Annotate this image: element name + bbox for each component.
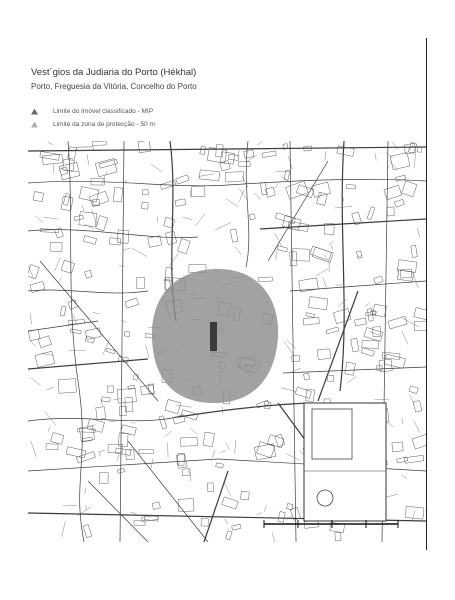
map-title: Vest´gios da Judiaria do Porto (Hékhal) <box>31 67 197 78</box>
building-outline <box>63 193 70 205</box>
parcel-line <box>414 153 416 168</box>
street-line <box>246 141 249 267</box>
building-outline <box>121 425 136 436</box>
building-outline <box>216 144 223 157</box>
parcel-line <box>392 142 398 150</box>
plaza-boundary <box>304 403 386 521</box>
building-outline <box>239 162 250 167</box>
building-outline <box>284 170 290 180</box>
street-line <box>28 459 218 471</box>
building-outline <box>384 354 406 368</box>
street-line <box>28 290 148 293</box>
building-outline <box>175 199 186 206</box>
parcel-line <box>276 171 289 172</box>
parcel-line <box>402 475 407 478</box>
building-outline <box>78 429 96 433</box>
building-outline <box>28 265 39 279</box>
parcel-line <box>284 342 293 356</box>
building-outline <box>303 373 309 380</box>
legend-swatch-protection-zone <box>31 122 38 128</box>
building-outline <box>390 153 410 170</box>
parcel-line <box>338 298 347 306</box>
parcel-line <box>35 216 43 223</box>
building-outline <box>225 171 244 182</box>
parcel-line <box>87 154 89 165</box>
parcel-line <box>132 248 148 257</box>
parcel-line <box>48 426 50 431</box>
street-line <box>88 481 148 542</box>
parcel-line <box>221 451 227 453</box>
parcel-line <box>402 331 408 345</box>
building-outline <box>70 329 81 334</box>
parcel-line <box>329 241 333 245</box>
parcel-line <box>117 455 119 461</box>
parcel-line <box>357 255 362 257</box>
building-outline <box>230 229 238 242</box>
building-outline <box>85 270 92 278</box>
street-line <box>68 141 84 542</box>
building-outline <box>83 236 96 245</box>
parcel-line <box>176 405 192 407</box>
building-outline <box>267 435 284 448</box>
building-outline <box>290 252 297 266</box>
building-outline <box>50 242 62 251</box>
building-outline <box>138 141 150 153</box>
street-line <box>340 141 344 391</box>
parcel-line <box>348 377 357 384</box>
building-outline <box>178 239 191 254</box>
building-outline <box>388 316 407 329</box>
parcel-line <box>225 442 229 449</box>
building-outline <box>99 473 108 484</box>
parcel-line <box>331 245 333 250</box>
parcel-line <box>257 141 262 145</box>
plaza-outline <box>304 403 386 521</box>
parcel-line <box>272 533 276 542</box>
building-outline <box>30 281 45 292</box>
street-line <box>204 471 228 542</box>
building-outline <box>397 457 408 463</box>
parcel-line <box>235 440 236 453</box>
building-outline <box>182 469 189 476</box>
building-outline <box>33 192 44 202</box>
parcel-line <box>215 223 231 231</box>
street-line <box>268 161 328 261</box>
building-outline <box>61 196 73 211</box>
building-outline <box>345 362 356 375</box>
cadastral-map[interactable] <box>28 141 426 542</box>
building-outline <box>191 186 205 197</box>
building-outline <box>254 444 276 460</box>
parcel-line <box>390 161 398 171</box>
parcel-line <box>239 188 247 199</box>
parcel-line <box>254 193 260 200</box>
building-outline <box>414 321 426 331</box>
building-outline <box>51 433 64 445</box>
building-outline <box>38 336 51 348</box>
building-outline <box>92 141 106 146</box>
building-outline <box>326 327 339 334</box>
parcel-line <box>151 459 153 470</box>
parcel-line <box>234 246 241 254</box>
parcel-line <box>169 253 178 266</box>
building-outline <box>306 313 315 318</box>
building-outline <box>216 463 224 468</box>
legend-label-protection-zone: Limite da zona de protecção - 50 m <box>53 121 155 128</box>
parcel-line <box>375 153 376 161</box>
building-outline <box>165 399 181 414</box>
building-outline <box>392 442 403 452</box>
building-outline <box>249 214 255 220</box>
parcel-line <box>369 332 381 336</box>
parcel-line <box>190 190 191 198</box>
building-outline <box>142 190 148 195</box>
parcel-line <box>410 395 414 405</box>
parcel-line <box>63 505 77 506</box>
parcel-line <box>48 142 53 145</box>
parcel-line <box>335 206 352 208</box>
parcel-line <box>417 228 419 238</box>
building-outline <box>68 320 84 325</box>
building-outline <box>102 397 111 402</box>
building-outline <box>317 349 330 360</box>
building-outline <box>164 217 175 228</box>
building-outline <box>152 502 160 510</box>
building-outline <box>203 432 214 446</box>
legend-item-protection-zone <box>31 119 155 130</box>
parcel-line <box>92 210 98 225</box>
building-outline <box>107 386 113 393</box>
street-line <box>28 321 98 331</box>
parcel-line <box>151 164 162 172</box>
building-outline <box>125 298 139 308</box>
building-outline <box>317 192 328 205</box>
parcel-line <box>196 213 205 226</box>
map-area[interactable] <box>28 141 426 542</box>
parcel-line <box>108 421 115 422</box>
building-outline <box>412 433 426 449</box>
parcel-line <box>93 312 100 314</box>
parcel-line <box>402 417 403 424</box>
parcel-line <box>168 443 169 458</box>
building-outline <box>159 416 167 429</box>
parcel-line <box>226 199 238 207</box>
building-outline <box>346 184 355 188</box>
parcel-line <box>323 277 327 289</box>
building-outline <box>124 332 129 337</box>
parcel-line <box>30 340 36 346</box>
street-line <box>290 281 426 291</box>
parcel-line <box>212 450 215 458</box>
legend-label-classified-property: Limite do Imóvel classificado - MIP <box>53 108 154 115</box>
parcel-line <box>100 452 101 457</box>
building-outline <box>35 351 55 367</box>
classified-monument-marker[interactable] <box>210 322 217 351</box>
parcel-line <box>62 521 66 537</box>
building-outline <box>113 187 123 202</box>
building-outline <box>355 318 367 326</box>
building-outline <box>241 491 250 500</box>
parcel-line <box>247 155 256 161</box>
parcel-line <box>31 378 41 386</box>
building-outline <box>181 437 198 446</box>
building-outline <box>387 207 395 216</box>
street-line <box>120 141 124 542</box>
building-outline <box>395 175 405 181</box>
map-subtitle: Porto, Freguesia da Vitória, Concelho do Porto <box>31 82 197 91</box>
building-outline <box>148 236 162 248</box>
parcel-line <box>325 151 326 161</box>
building-outline <box>278 511 286 522</box>
parcel-line <box>412 511 415 522</box>
parcel-line <box>45 411 56 425</box>
building-outline <box>137 277 145 288</box>
parcel-line <box>85 488 87 494</box>
building-outline <box>244 150 254 159</box>
building-outline <box>87 419 104 433</box>
parcel-line <box>224 482 231 496</box>
building-outline <box>351 338 359 352</box>
building-outline <box>364 327 383 341</box>
building-outline <box>292 355 300 361</box>
parcel-line <box>46 387 53 390</box>
parcel-line <box>403 319 419 327</box>
parcel-line <box>119 266 125 267</box>
building-outline <box>384 185 402 200</box>
building-outline <box>142 202 149 209</box>
parcel-line <box>287 454 300 461</box>
building-outline <box>83 525 92 538</box>
building-outline <box>60 306 66 316</box>
building-outline <box>232 524 241 530</box>
building-outline <box>178 498 194 511</box>
building-outline <box>275 434 285 447</box>
building-outline <box>68 300 78 309</box>
parcel-line <box>198 174 215 177</box>
parcel-line <box>30 313 31 325</box>
building-outline <box>413 401 422 413</box>
parcel-line <box>375 399 390 400</box>
parcel-line <box>316 269 328 276</box>
parcel-line <box>257 513 262 515</box>
building-outline <box>58 379 76 394</box>
parcel-line <box>98 450 105 452</box>
building-outline <box>292 249 309 262</box>
parcel-line <box>131 422 136 424</box>
building-outline <box>66 447 86 458</box>
building-outline <box>335 532 341 540</box>
parcel-line <box>146 345 150 359</box>
sheet-border-line <box>426 38 427 550</box>
parcel-line <box>123 248 130 250</box>
building-outline <box>327 375 334 381</box>
building-outline <box>74 215 84 221</box>
parcel-line <box>183 217 193 219</box>
building-outline <box>96 407 106 420</box>
parcel-line <box>386 152 393 157</box>
building-outline <box>405 506 424 519</box>
building-outline <box>362 340 379 348</box>
parcel-line <box>31 441 37 457</box>
parcel-line <box>58 278 61 283</box>
parcel-line <box>242 176 248 188</box>
building-outline <box>126 449 135 459</box>
building-outline <box>226 531 232 540</box>
building-outline <box>117 388 136 403</box>
building-outline <box>222 497 239 509</box>
parcel-line <box>264 506 266 512</box>
building-outline <box>46 444 58 450</box>
building-outline <box>201 518 208 526</box>
parcel-line <box>190 467 191 481</box>
building-outline <box>262 151 276 158</box>
parcel-line <box>55 257 61 271</box>
building-outline <box>409 386 418 394</box>
legend-swatch-classified-property <box>31 109 38 115</box>
parcel-line <box>164 431 172 437</box>
building-outline <box>295 387 311 398</box>
parcel-line <box>130 512 136 514</box>
building-outline <box>176 175 189 184</box>
building-outline <box>308 296 327 309</box>
parcel-line <box>365 303 369 307</box>
building-outline <box>303 317 319 325</box>
parcel-line <box>412 272 418 288</box>
building-outline <box>115 448 131 456</box>
building-outline <box>258 277 272 282</box>
parcel-line <box>190 428 197 434</box>
parcel-line <box>43 217 59 219</box>
building-outline <box>374 276 383 284</box>
building-outline <box>367 207 375 220</box>
building-outline <box>139 450 154 454</box>
parcel-line <box>41 353 54 355</box>
building-outline <box>277 246 287 252</box>
building-outline <box>373 304 387 317</box>
parcel-line <box>386 494 398 497</box>
building-outline <box>200 146 206 154</box>
parcel-line <box>82 206 83 212</box>
building-outline <box>414 308 426 322</box>
parcel-line <box>319 192 321 199</box>
legend-item-classified-property <box>31 106 153 117</box>
building-outline <box>312 182 331 197</box>
building-outline <box>140 385 154 395</box>
building-outline <box>402 181 417 197</box>
building-outline <box>286 181 309 199</box>
building-outline <box>411 245 418 257</box>
parcel-line <box>28 265 33 278</box>
parcel-line <box>414 420 420 432</box>
parcel-line <box>103 339 110 355</box>
building-outline <box>76 452 95 464</box>
building-outline <box>89 191 109 207</box>
building-outline <box>361 348 374 357</box>
parcel-line <box>275 183 278 188</box>
street-line <box>40 261 158 401</box>
street-line <box>290 141 296 542</box>
building-outline <box>61 260 75 273</box>
building-outline <box>109 238 120 245</box>
building-outline <box>207 483 213 492</box>
building-outline <box>95 159 117 177</box>
building-outline <box>394 199 404 207</box>
parcel-line <box>239 190 244 202</box>
parcel-line <box>325 255 328 258</box>
building-outline <box>199 170 219 181</box>
building-outline <box>28 329 40 340</box>
parcel-line <box>225 519 229 524</box>
street-line <box>28 179 426 185</box>
building-outline <box>96 216 108 231</box>
